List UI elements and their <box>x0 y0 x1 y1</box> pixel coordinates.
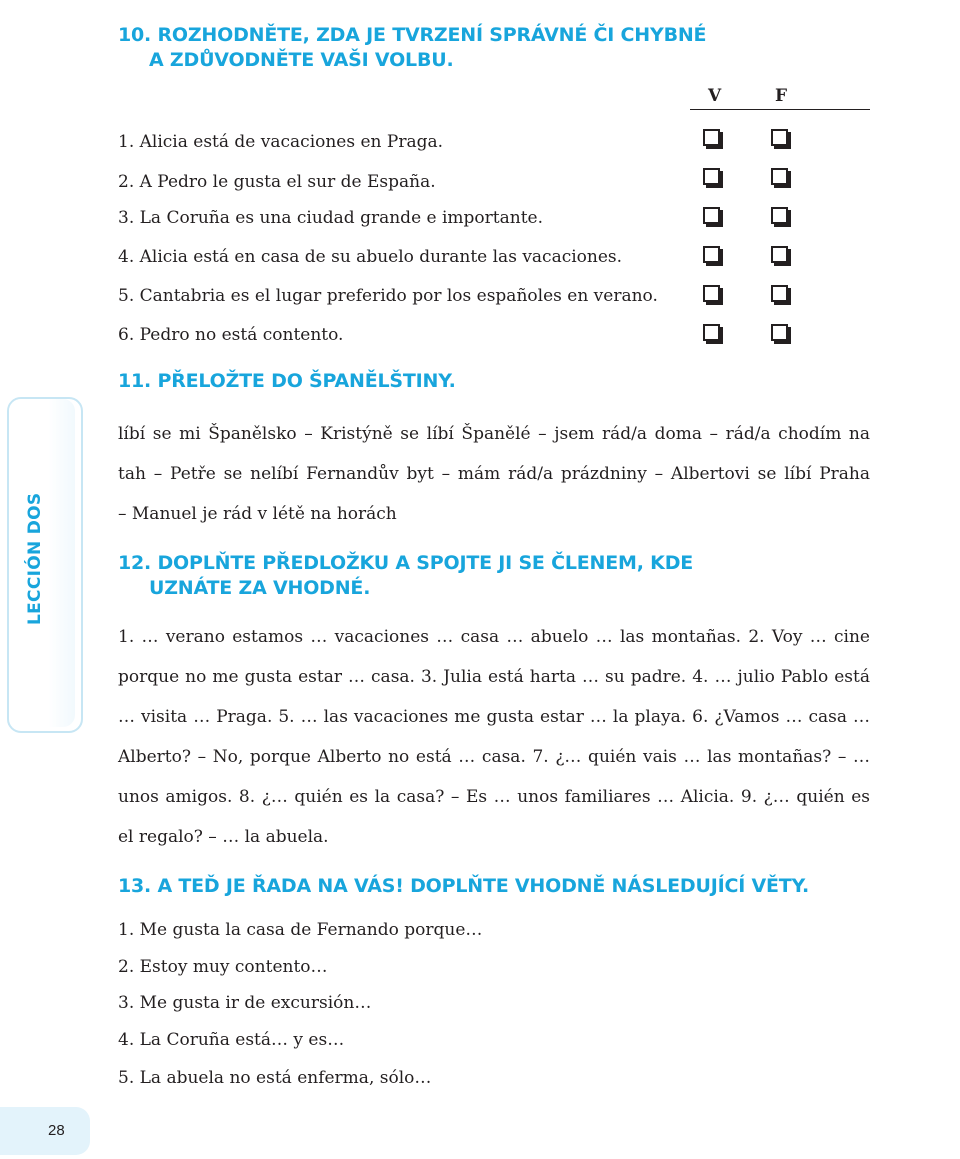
checkbox-false-2[interactable] <box>771 168 788 185</box>
exercise-12-line-5: unos amigos. 8. ¿… quién es la casa? – Es … unos familiares … Alicia. 9. ¿… quién es <box>118 787 870 807</box>
exercise-13-item-5: 5. La abuela no está enferma, sólo… <box>118 1068 432 1088</box>
exercise-13-item-2: 2. Estoy muy contento… <box>118 957 328 977</box>
exercise-13-heading: 13. A TEĎ JE ŘADA NA VÁS! DOPLŇTE VHODNĚ NÁSLEDUJÍCÍ VĚTY. <box>118 875 809 897</box>
statement-6: 6. Pedro no está contento. <box>118 325 344 345</box>
column-true-label: V <box>708 86 722 106</box>
checkbox-false-3[interactable] <box>771 207 788 224</box>
exercise-13-item-3: 3. Me gusta ir de excursión… <box>118 993 372 1013</box>
statement-5: 5. Cantabria es el lugar preferido por los españoles en verano. <box>118 286 658 306</box>
exercise-11-text <box>118 414 870 534</box>
checkbox-true-1[interactable] <box>703 129 720 146</box>
checkbox-true-3[interactable] <box>703 207 720 224</box>
checkbox-false-6[interactable] <box>771 324 788 341</box>
side-tab <box>7 397 83 733</box>
side-tab-label: LECCIÓN DOS <box>25 492 45 625</box>
exercise-11-heading: 11. PŘELOŽTE DO ŠPANĚLŠTINY. <box>118 370 456 392</box>
exercise-10-heading-line1: 10. ROZHODNĚTE, ZDA JE TVRZENÍ SPRÁVNÉ ČI CHYBNÉ <box>118 24 707 46</box>
checkbox-true-4[interactable] <box>703 246 720 263</box>
checkbox-true-6[interactable] <box>703 324 720 341</box>
exercise-12-line-6: el regalo? – … la abuela. <box>118 827 329 847</box>
exercise-13-item-4: 4. La Coruña está… y es… <box>118 1030 345 1050</box>
checkbox-true-5[interactable] <box>703 285 720 302</box>
exercise-12-line-1: 1. … verano estamos … vacaciones … casa … abuelo … las montañas. 2. Voy … cine <box>118 627 870 647</box>
exercise-10-heading-line2: A ZDŮVODNĚTE VAŠI VOLBU. <box>149 49 454 71</box>
statement-1: 1. Alicia está de vacaciones en Praga. <box>118 132 444 152</box>
statement-4: 4. Alicia está en casa de su abuelo durante las vacaciones. <box>118 247 623 267</box>
exercise-12-line-4: Alberto? – No, porque Alberto no está … casa. 7. ¿… quién vais … las montañas? – … <box>118 747 870 767</box>
checkbox-false-1[interactable] <box>771 129 788 146</box>
checkbox-false-4[interactable] <box>771 246 788 263</box>
exercise-12-text <box>118 617 870 857</box>
exercise-12-heading <box>118 551 693 601</box>
checkbox-true-2[interactable] <box>703 168 720 185</box>
exercise-12-line-3: … visita … Praga. 5. … las vacaciones me gusta estar … la playa. 6. ¿Vamos … casa … <box>118 707 870 727</box>
column-false-label: F <box>775 86 788 106</box>
exercise-13-item-1: 1. Me gusta la casa de Fernando porque… <box>118 920 483 940</box>
exercise-11-line-3: – Manuel je rád v létě na horách <box>118 504 397 524</box>
statement-2: 2. A Pedro le gusta el sur de España. <box>118 172 436 192</box>
column-rule <box>690 109 870 110</box>
exercise-11-line-2: tah – Petře se nelíbí Fernandův byt – mám rád/a prázdniny – Albertovi se líbí Praha <box>118 464 870 484</box>
checkbox-false-5[interactable] <box>771 285 788 302</box>
page-number-box <box>0 1107 90 1155</box>
exercise-12-line-2: porque no me gusta estar … casa. 3. Julia está harta … su padre. 4. … julio Pablo está <box>118 667 870 687</box>
page-number: 28 <box>48 1122 65 1139</box>
exercise-12-heading-line1: 12. DOPLŇTE PŘEDLOŽKU A SPOJTE JI SE ČLENEM, KDE <box>118 552 694 574</box>
exercise-11-line-1: líbí se mi Španělsko – Kristýně se líbí Španělé – jsem rád/a doma – rád/a chodím na <box>118 424 870 444</box>
statement-3: 3. La Coruña es una ciudad grande e importante. <box>118 208 544 228</box>
exercise-12-heading-line2: UZNÁTE ZA VHODNÉ. <box>149 577 371 599</box>
exercise-10-heading <box>118 23 706 73</box>
